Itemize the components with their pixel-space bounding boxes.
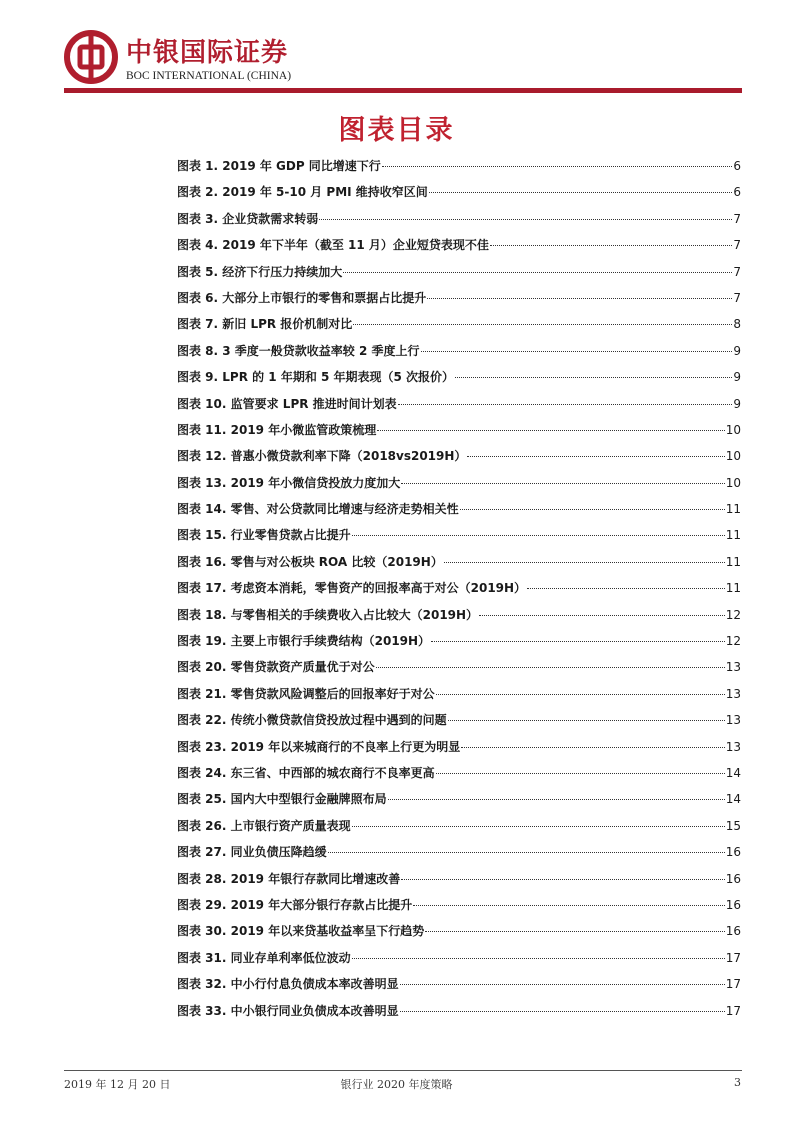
toc-entry-label: 图表 6. 大部分上市银行的零售和票据占比提升 (177, 290, 427, 305)
toc-dot-leader (425, 931, 725, 932)
toc-entry-page: 13 (725, 686, 741, 701)
toc-entry[interactable] (177, 685, 741, 711)
toc-entry[interactable] (177, 817, 741, 843)
toc-entry-page: 11 (725, 581, 741, 596)
toc-entry-page: 10 (725, 449, 741, 464)
toc-entry-page: 6 (733, 185, 741, 200)
toc-entry-label: 图表 30. 2019 年以来贷基收益率呈下行趋势 (177, 924, 425, 939)
toc-dot-leader (400, 1011, 725, 1012)
toc-entry-page: 10 (725, 475, 741, 490)
toc-entry[interactable] (177, 843, 741, 869)
toc-entry-label: 图表 14. 零售、对公贷款同比增速与经济走势相关性 (177, 502, 459, 517)
toc-entry-label: 图表 3. 企业贷款需求转弱 (177, 211, 319, 226)
toc-entry-label: 图表 7. 新旧 LPR 报价机制对比 (177, 317, 353, 332)
toc-entry-page: 14 (725, 792, 741, 807)
toc-dot-leader (401, 483, 725, 484)
toc-entry-page: 7 (733, 211, 741, 226)
toc-entry[interactable] (177, 975, 741, 1001)
toc-dot-leader (455, 377, 732, 378)
brand-name-english: BOC INTERNATIONAL (CHINA) (126, 70, 292, 82)
toc-entry-page: 6 (733, 159, 741, 173)
toc-entry[interactable] (177, 738, 741, 764)
toc-entry-label: 图表 28. 2019 年银行存款同比增速改善 (177, 871, 401, 886)
toc-entry-page: 10 (725, 422, 741, 437)
toc-entry[interactable] (177, 579, 741, 605)
toc-entry-page: 13 (725, 660, 741, 675)
footer-divider (64, 1070, 742, 1071)
toc-entry-label: 图表 20. 零售贷款资产质量优于对公 (177, 660, 375, 675)
toc-dot-leader (461, 747, 725, 748)
toc-entry[interactable] (177, 447, 741, 473)
toc-dot-leader (479, 615, 725, 616)
toc-entry-page: 16 (725, 924, 741, 939)
toc-entry[interactable] (177, 553, 741, 579)
toc-entry-label: 图表 13. 2019 年小微信贷投放力度加大 (177, 475, 401, 490)
toc-dot-leader (460, 509, 725, 510)
footer-page-number: 3 (734, 1076, 741, 1089)
toc-entry-page: 7 (733, 290, 741, 305)
toc-entry[interactable] (177, 342, 741, 368)
toc-entry[interactable] (177, 183, 741, 209)
toc-dot-leader (376, 667, 725, 668)
figure-table-of-contents (177, 157, 741, 1028)
toc-entry-page: 7 (733, 238, 741, 253)
toc-entry-label: 图表 29. 2019 年大部分银行存款占比提升 (177, 897, 413, 912)
toc-entry[interactable] (177, 711, 741, 737)
toc-entry-label: 图表 24. 东三省、中西部的城农商行不良率更高 (177, 765, 435, 780)
toc-dot-leader (421, 351, 733, 352)
toc-dot-leader (353, 324, 732, 325)
toc-entry-label: 图表 15. 行业零售贷款占比提升 (177, 528, 351, 543)
toc-dot-leader (427, 298, 732, 299)
toc-entry[interactable] (177, 289, 741, 315)
toc-dot-leader (377, 430, 725, 431)
toc-entry-page: 9 (733, 396, 741, 411)
toc-entry[interactable] (177, 315, 741, 341)
toc-entry[interactable] (177, 236, 741, 262)
toc-dot-leader (388, 799, 725, 800)
toc-entry-label: 图表 19. 主要上市银行手续费结构（2019H） (177, 634, 431, 649)
toc-entry-label: 图表 33. 中小银行同业负债成本改善明显 (177, 1003, 399, 1018)
toc-entry-label: 图表 18. 与零售相关的手续费收入占比较大（2019H） (177, 607, 479, 622)
brand-name-chinese: 中银国际证券 (126, 38, 289, 68)
toc-entry-label: 图表 23. 2019 年以来城商行的不良率上行更为明显 (177, 739, 461, 754)
footer-report-title: 银行业 2020 年度策略 (340, 1078, 453, 1091)
toc-entry-label: 图表 17. 考虑资本消耗，零售资产的回报率高于对公（2019H） (177, 581, 527, 596)
toc-entry[interactable] (177, 896, 741, 922)
toc-entry-label: 图表 5. 经济下行压力持续加大 (177, 264, 343, 279)
toc-entry-page: 8 (733, 317, 741, 332)
boc-logo-icon (64, 30, 118, 84)
toc-entry-page: 12 (725, 634, 741, 649)
toc-entry-page: 11 (725, 502, 741, 517)
toc-entry[interactable] (177, 632, 741, 658)
toc-dot-leader (467, 456, 724, 457)
toc-dot-leader (429, 192, 733, 193)
toc-entry[interactable] (177, 526, 741, 552)
toc-entry-label: 图表 4. 2019 年下半年（截至 11 月）企业短贷表现不佳 (177, 238, 489, 253)
toc-entry-page: 17 (725, 950, 741, 965)
footer-date: 2019 年 12 月 20 日 (64, 1078, 171, 1091)
toc-entry-page: 16 (725, 897, 741, 912)
toc-entry-label: 图表 12. 普惠小微贷款利率下降（2018vs2019H） (177, 449, 467, 464)
toc-entry-page: 11 (725, 554, 741, 569)
toc-entry[interactable] (177, 263, 741, 289)
toc-entry-label: 图表 27. 同业负债压降趋缓 (177, 845, 327, 860)
toc-entry-page: 11 (725, 528, 741, 543)
toc-dot-leader (398, 404, 733, 405)
toc-entry-page: 17 (725, 977, 741, 992)
toc-dot-leader (527, 588, 725, 589)
toc-entry-page: 7 (733, 264, 741, 279)
toc-entry[interactable] (177, 764, 741, 790)
toc-entry-page: 16 (725, 845, 741, 860)
toc-dot-leader (448, 720, 725, 721)
toc-entry-page: 13 (725, 713, 741, 728)
toc-dot-leader (382, 166, 733, 167)
toc-dot-leader (436, 694, 725, 695)
toc-entry[interactable] (177, 500, 741, 526)
toc-entry-label: 图表 8. 3 季度一般贷款收益率较 2 季度上行 (177, 343, 420, 358)
toc-entry-page: 9 (733, 343, 741, 358)
toc-entry-page: 17 (725, 1003, 741, 1018)
toc-entry[interactable] (177, 157, 741, 183)
toc-entry-page: 15 (725, 818, 741, 833)
header-divider (64, 88, 742, 93)
toc-entry[interactable] (177, 606, 741, 632)
toc-entry[interactable] (177, 368, 741, 394)
toc-entry-page: 12 (725, 607, 741, 622)
toc-entry-label: 图表 10. 监管要求 LPR 推进时间计划表 (177, 396, 397, 411)
toc-dot-leader (352, 826, 725, 827)
toc-entry-label: 图表 32. 中小行付息负债成本率改善明显 (177, 977, 399, 992)
toc-entry[interactable] (177, 474, 741, 500)
toc-entry-label: 图表 1. 2019 年 GDP 同比增速下行 (177, 159, 381, 173)
toc-entry-page: 14 (725, 765, 741, 780)
toc-dot-leader (431, 641, 725, 642)
toc-entry-label: 图表 16. 零售与对公板块 ROA 比较（2019H） (177, 554, 443, 569)
toc-dot-leader (436, 773, 725, 774)
toc-dot-leader (328, 852, 725, 853)
toc-entry[interactable] (177, 870, 741, 896)
toc-dot-leader (400, 984, 725, 985)
toc-entry[interactable] (177, 658, 741, 684)
toc-dot-leader (352, 958, 725, 959)
toc-entry[interactable] (177, 790, 741, 816)
toc-entry[interactable] (177, 922, 741, 948)
toc-entry[interactable] (177, 949, 741, 975)
toc-entry[interactable] (177, 421, 741, 447)
toc-entry-label: 图表 22. 传统小微贷款信贷投放过程中遇到的问题 (177, 713, 447, 728)
page-title: 图表目录 (338, 115, 455, 146)
toc-dot-leader (319, 219, 732, 220)
toc-entry-page: 13 (725, 739, 741, 754)
toc-dot-leader (413, 905, 725, 906)
toc-entry-label: 图表 25. 国内大中型银行金融牌照布局 (177, 792, 387, 807)
toc-entry-label: 图表 21. 零售贷款风险调整后的回报率好于对公 (177, 686, 435, 701)
toc-entry-page: 9 (733, 370, 741, 385)
toc-dot-leader (343, 272, 732, 273)
toc-dot-leader (352, 535, 725, 536)
toc-entry-label: 图表 31. 同业存单利率低位波动 (177, 950, 351, 965)
toc-dot-leader (401, 879, 725, 880)
toc-entry-label: 图表 26. 上市银行资产质量表现 (177, 818, 351, 833)
toc-entry[interactable] (177, 395, 741, 421)
toc-entry-label: 图表 2. 2019 年 5-10 月 PMI 维持收窄区间 (177, 185, 428, 200)
toc-dot-leader (444, 562, 725, 563)
toc-entry-label: 图表 9. LPR 的 1 年期和 5 年期表现（5 次报价） (177, 370, 455, 385)
toc-entry[interactable] (177, 210, 741, 236)
toc-entry[interactable] (177, 1002, 741, 1028)
toc-entry-page: 16 (725, 871, 741, 886)
toc-dot-leader (490, 245, 732, 246)
toc-entry-label: 图表 11. 2019 年小微监管政策梳理 (177, 422, 377, 437)
